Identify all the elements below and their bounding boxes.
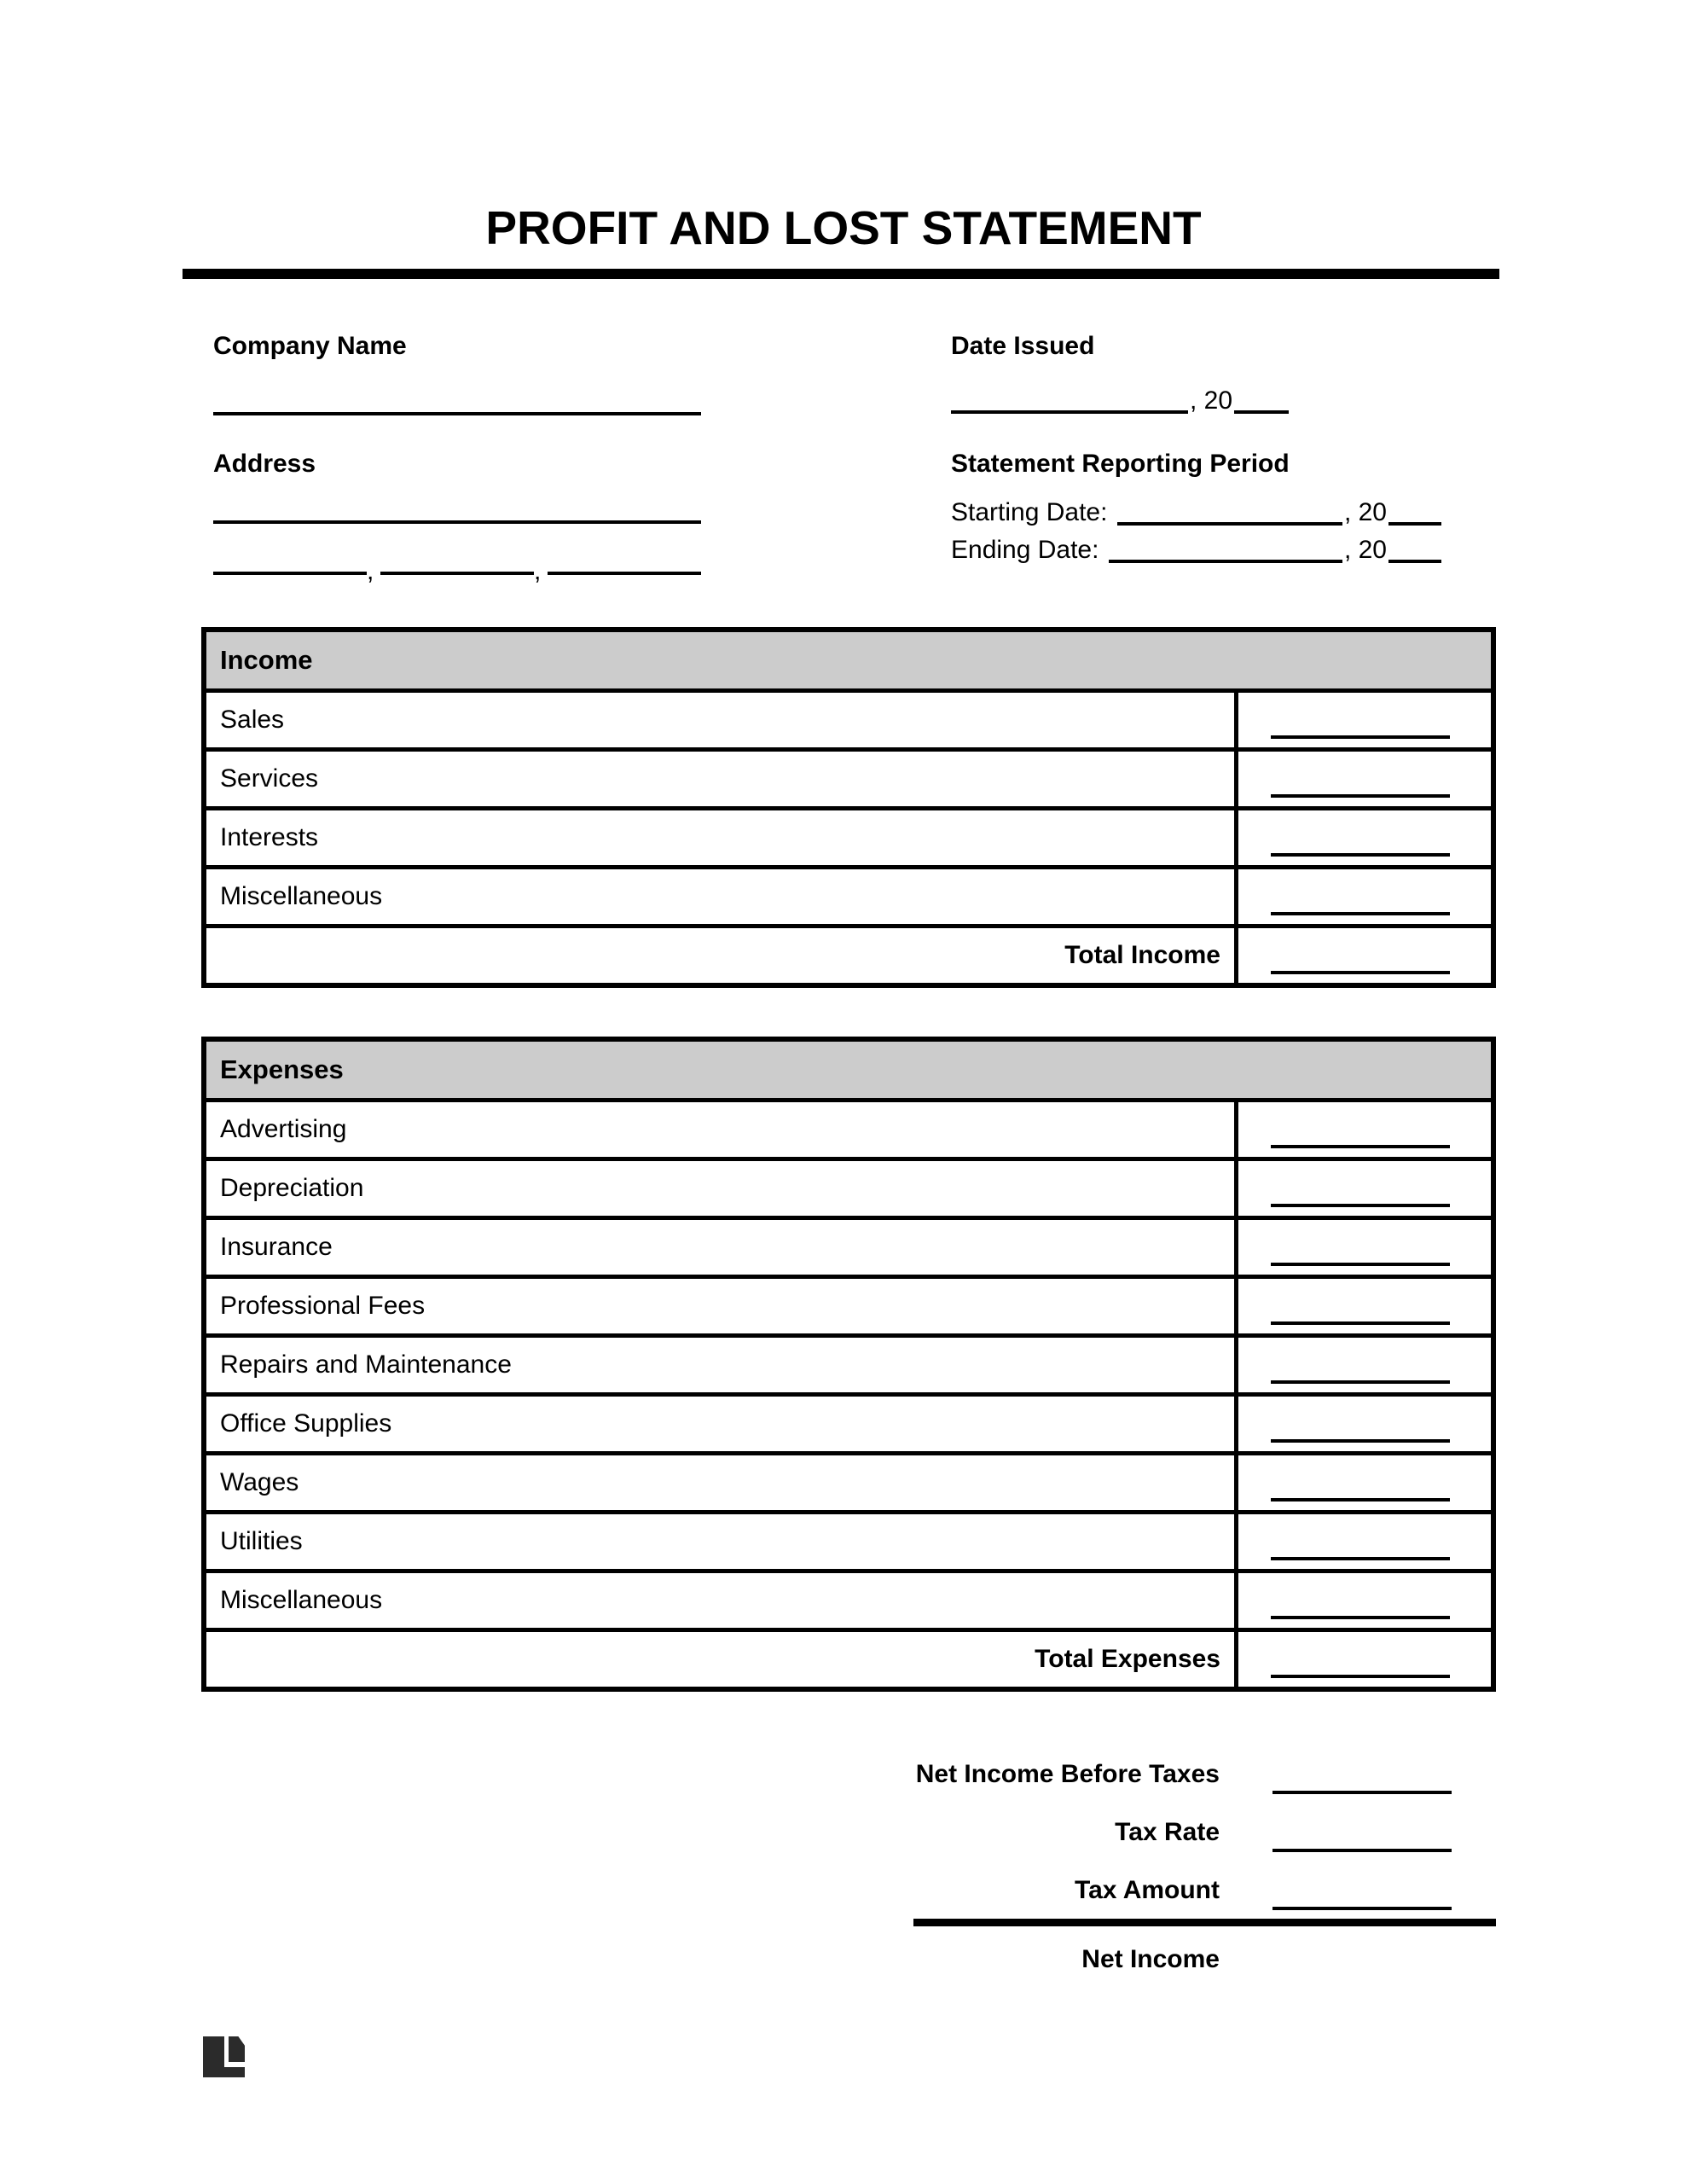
income-header: Income xyxy=(206,632,1491,693)
expense-row-label: Professional Fees xyxy=(220,1292,426,1320)
expense-row-label: Wages xyxy=(220,1468,299,1496)
amount-field-line xyxy=(1271,1675,1450,1678)
summary-rule xyxy=(913,1919,1496,1926)
amount-cell xyxy=(1234,810,1491,865)
amount-cell xyxy=(1234,928,1491,983)
year-prefix-text: , 20 xyxy=(1343,536,1387,564)
starting-date-label: Starting Date: xyxy=(951,498,1108,526)
amount-cell xyxy=(1234,752,1491,806)
table-row xyxy=(206,1455,1491,1514)
date-issued-label: Date Issued xyxy=(951,332,1095,360)
address-label: Address xyxy=(213,450,316,478)
amount-field-line xyxy=(1271,853,1450,857)
page-title: PROFIT AND LOST STATEMENT xyxy=(485,201,1202,254)
amount-field-line xyxy=(1271,1263,1450,1266)
expense-row-label: Depreciation xyxy=(220,1174,364,1202)
amount-cell xyxy=(1234,1102,1491,1157)
expense-row-label: Miscellaneous xyxy=(220,1586,383,1614)
table-row xyxy=(206,1338,1491,1397)
starting-date-line xyxy=(951,490,1441,527)
summary-field-line xyxy=(1272,1791,1452,1794)
summary-row xyxy=(913,1794,1496,1852)
table-row xyxy=(206,752,1491,810)
tax-rate-label: Tax Rate xyxy=(1115,1818,1220,1846)
legal-templates-logo-icon xyxy=(203,2036,245,2077)
table-row-total xyxy=(206,928,1491,983)
amount-field-line xyxy=(1271,971,1450,974)
amount-field-line xyxy=(1271,1616,1450,1619)
table-row xyxy=(206,1279,1491,1338)
year-prefix-text: , 20 xyxy=(1343,498,1387,526)
company-name-label: Company Name xyxy=(213,332,407,360)
address-field-line xyxy=(213,520,701,524)
amount-cell xyxy=(1234,1161,1491,1216)
amount-cell xyxy=(1234,1455,1491,1510)
amount-field-line xyxy=(1271,1557,1450,1560)
comma-separator: , xyxy=(534,557,542,585)
income-row-label: Sales xyxy=(220,706,285,734)
tax-amount-label: Tax Amount xyxy=(1075,1876,1220,1904)
starting-date-field-line xyxy=(1117,522,1342,526)
net-income-label: Net Income xyxy=(1081,1945,1220,1973)
date-issued-field-line xyxy=(951,410,1188,414)
income-row-label: Interests xyxy=(220,823,319,851)
amount-field-line xyxy=(1271,1321,1450,1325)
table-row xyxy=(206,869,1491,928)
table-row xyxy=(206,1220,1491,1279)
date-issued-line xyxy=(951,376,1441,415)
amount-cell xyxy=(1234,1632,1491,1687)
table-row xyxy=(206,1102,1491,1161)
expense-row-label: Advertising xyxy=(220,1115,347,1143)
ending-year-field-line xyxy=(1388,560,1441,563)
year-field-line xyxy=(1234,410,1289,414)
amount-field-line xyxy=(1271,912,1450,915)
expense-row-label: Office Supplies xyxy=(220,1409,392,1438)
city-field-line xyxy=(213,572,367,575)
amount-cell xyxy=(1234,869,1491,924)
amount-cell xyxy=(1234,1220,1491,1275)
table-row xyxy=(206,1397,1491,1455)
summary-section xyxy=(913,1736,1496,1974)
summary-field-line xyxy=(1272,1907,1452,1910)
table-row xyxy=(206,810,1491,869)
amount-field-line xyxy=(1271,794,1450,798)
table-row xyxy=(206,1161,1491,1220)
expense-row-label: Insurance xyxy=(220,1233,333,1261)
amount-field-line xyxy=(1271,1204,1450,1207)
amount-field-line xyxy=(1271,1439,1450,1443)
city-state-zip-line xyxy=(213,541,701,585)
table-row-total xyxy=(206,1632,1491,1687)
amount-field-line xyxy=(1271,735,1450,739)
total-income-label: Total Income xyxy=(1064,941,1220,969)
table-row xyxy=(206,1514,1491,1573)
amount-cell xyxy=(1234,1573,1491,1628)
amount-field-line xyxy=(1271,1380,1450,1384)
company-info-section xyxy=(213,331,701,585)
amount-field-line xyxy=(1271,1145,1450,1148)
summary-row xyxy=(913,1852,1496,1910)
date-info-section xyxy=(951,331,1441,565)
amount-cell xyxy=(1234,693,1491,747)
expenses-table xyxy=(201,1037,1496,1692)
expenses-header: Expenses xyxy=(206,1042,1491,1102)
net-income-before-taxes-label: Net Income Before Taxes xyxy=(915,1760,1220,1788)
amount-cell xyxy=(1234,1514,1491,1569)
ending-date-line xyxy=(951,527,1441,565)
logo-base-bar xyxy=(203,2067,245,2077)
logo-document-icon xyxy=(229,2036,245,2062)
company-name-field-line xyxy=(213,412,701,415)
starting-year-field-line xyxy=(1388,522,1441,526)
summary-row xyxy=(913,1736,1496,1794)
amount-cell xyxy=(1234,1279,1491,1333)
expense-row-label: Utilities xyxy=(220,1527,303,1555)
summary-field-line xyxy=(1272,1849,1452,1852)
state-field-line xyxy=(380,572,534,575)
comma-separator: , xyxy=(367,557,374,585)
zip-field-line xyxy=(548,572,701,575)
income-row-label: Miscellaneous xyxy=(220,882,383,910)
reporting-period-label: Statement Reporting Period xyxy=(951,450,1290,478)
ending-date-field-line xyxy=(1109,560,1342,563)
ending-date-label: Ending Date: xyxy=(951,536,1099,564)
total-expenses-label: Total Expenses xyxy=(1035,1645,1220,1673)
amount-field-line xyxy=(1271,1498,1450,1502)
income-table xyxy=(201,627,1496,988)
table-row xyxy=(206,693,1491,752)
year-prefix-text: , 20 xyxy=(1190,386,1233,415)
title-rule xyxy=(183,269,1499,279)
income-row-label: Services xyxy=(220,764,319,793)
amount-cell xyxy=(1234,1338,1491,1392)
amount-cell xyxy=(1234,1397,1491,1451)
table-row xyxy=(206,1573,1491,1632)
expense-row-label: Repairs and Maintenance xyxy=(220,1350,512,1379)
